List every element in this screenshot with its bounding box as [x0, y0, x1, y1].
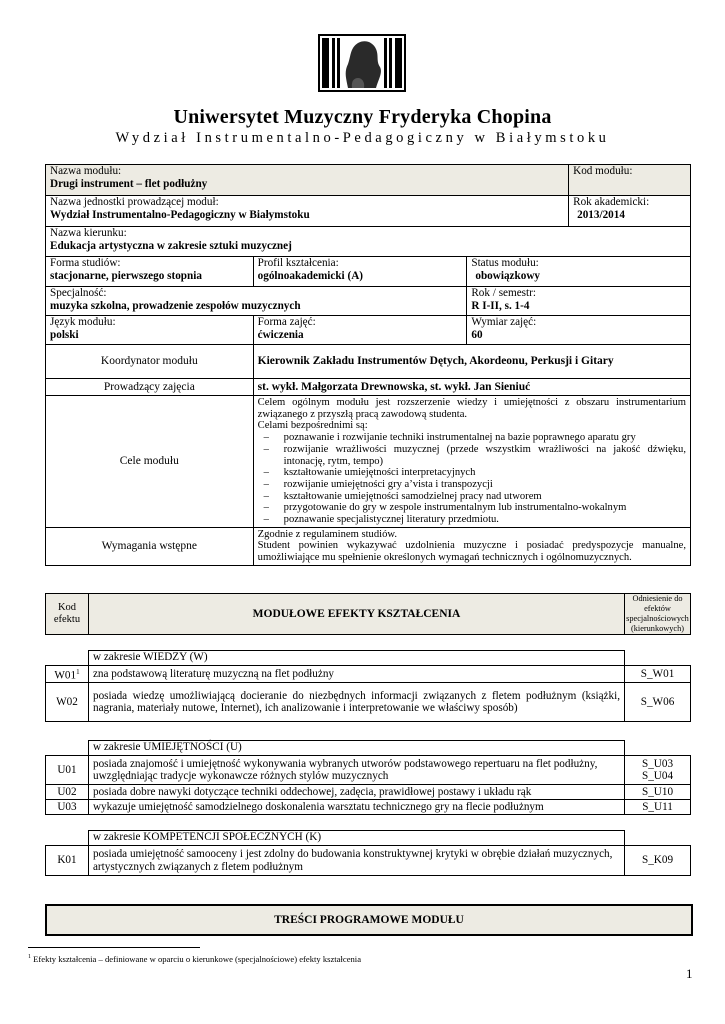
effect-ref: S_U10 [625, 785, 691, 800]
goals-direct: Celami bezpośrednimi są: [257, 420, 368, 432]
class-form-cell [253, 316, 467, 345]
unit-label: Nazwa jednostki prowadzącej moduł: [50, 196, 219, 208]
effect-code: U03 [46, 800, 89, 815]
effect-ref: S_U11 [625, 800, 691, 815]
skills-table [45, 740, 691, 815]
effect-code: U01 [46, 756, 89, 785]
hours-cell [467, 316, 691, 345]
effect-text: wykazuje umiejętność samodzielnego doskonalenia warsztatu technicznego gry na flecie podłużnym [88, 800, 624, 815]
goal-item: – poznawanie i rozwijanie techniki instrumentalnej na bazie poprawnego aparatu gry [263, 432, 636, 444]
teachers-label: Prowadzący zajęcia [46, 379, 254, 396]
direction-label: Nazwa kierunku: [50, 227, 127, 239]
direction-cell [46, 227, 691, 257]
table-row [46, 846, 691, 876]
knowledge-header: w zakresie WIEDZY (W) [88, 651, 624, 666]
university-name: Uniwersytet Muzyczny Fryderyka Chopina [173, 106, 552, 128]
requirements-cell [253, 527, 690, 565]
social-table [45, 830, 691, 876]
hours-label: Wymiar zajęć: [471, 316, 537, 328]
skills-header: w zakresie UMIEJĘTNOŚCI (U) [88, 741, 624, 756]
effects-ref-header: Odniesienie do efektów specjalnościowych (kierunkowych) [626, 594, 689, 633]
unit-value: Wydział Instrumentalno-Pedagogiczny w Białymstoku [50, 208, 310, 221]
table-row [46, 800, 691, 815]
effect-code: $W01^1$ [46, 666, 89, 683]
goal-item: – rozwijanie wrażliwości muzycznej (przede wszystkim wrażliwości na jakość dźwięku, intonację, rytm, tempo) [263, 443, 686, 467]
module-code-cell [569, 165, 691, 196]
knowledge-table [45, 650, 691, 722]
university-logo-icon [318, 34, 406, 92]
effect-code: K01 [46, 846, 89, 876]
language-cell [46, 316, 254, 345]
language-label: Język modułu: [50, 316, 116, 328]
coordinator-label: Koordynator modułu [46, 345, 254, 379]
semester-label: Rok / semestr: [471, 287, 536, 299]
goal-item: – rozwijanie umiejętności gry a’vista i transpozycji [263, 478, 493, 490]
effect-text: posiada dobre nawyki dotyczące techniki oddechowej, zadęcia, prawidłowej postawy i układu rąk [88, 785, 624, 800]
effects-header-table [45, 593, 691, 635]
effect-code: W02 [46, 683, 89, 722]
language-value: polski [50, 328, 79, 341]
requirements-line-1: Zgodnie z regulaminem studiów. [257, 528, 397, 540]
footnote: $^1$ Efekty kształcenia – definiowane w oparciu o kierunkowe (specjalnościowe) efekty kształcenia [28, 954, 362, 964]
module-name-value: Drugi instrument – flet podłużny [50, 177, 208, 190]
goal-item: – kształtowanie umiejętności interpretacyjnych [263, 467, 476, 479]
class-form-label: Forma zajęć: [257, 316, 316, 328]
social-header: w zakresie KOMPETENCJI SPOŁECZNYCH (K) [88, 831, 624, 846]
requirements-label: Wymagania wstępne [46, 527, 254, 565]
unit-cell [46, 196, 569, 227]
status-cell [467, 257, 691, 287]
year-cell [569, 196, 691, 227]
faculty-name: Wydział Instrumentalno-Pedagogiczny w Białymstoku [115, 130, 610, 146]
direction-value: Edukacja artystyczna w zakresie sztuki muzycznej [50, 239, 292, 252]
footnote-divider [28, 947, 200, 948]
requirements-line-2: Student powinien wykazywać uzdolnienia muzyczne i posiadać predyspozycje manualne, umożliwiające mu spełnienie określonych wymagań technicznych i ogólnomuzycznych. [257, 540, 686, 564]
goal-item: – kształtowanie umiejętności samodzielnej pracy nad utworem [263, 490, 542, 502]
effect-text: zna podstawową literaturę muzyczną na flet podłużny [88, 666, 624, 683]
program-content-header [45, 904, 693, 936]
goals-cell [253, 396, 690, 528]
table-row [46, 785, 691, 800]
study-form-cell [46, 257, 254, 287]
goal-item: – przygotowanie do gry w zespole instrumentalnym lub instrumentalno-wokalnym [263, 502, 627, 514]
module-name-cell [46, 165, 569, 196]
effect-code-header: Kod efektu [46, 594, 89, 635]
semester-cell [467, 287, 691, 316]
effect-code: U02 [46, 785, 89, 800]
study-form-value: stacjonarne, pierwszego stopnia [50, 269, 202, 282]
profile-value: ogólnoakademicki (A) [257, 269, 363, 282]
status-label: Status modułu: [471, 257, 539, 269]
study-form-label: Forma studiów: [50, 257, 121, 269]
semester-value: R I-II, s. 1-4 [471, 299, 530, 312]
status-value: obowiązkowy [475, 269, 540, 282]
goals-label: Cele modułu [46, 396, 254, 528]
specialty-cell [46, 287, 467, 316]
effect-text: posiada umiejętność samooceny i jest zdolny do budowania konstruktywnej krytyki w obrębie działań muzycznych, artystycznych związanych z fletem podłużnym [88, 846, 624, 876]
teachers-value: st. wykł. Małgorzata Drewnowska, st. wykł. Jan Sieniuć [253, 379, 690, 396]
effect-ref: S_W06 [625, 683, 691, 722]
module-name-label: Nazwa modułu: [50, 165, 122, 177]
table-row [46, 683, 691, 722]
module-info-table [45, 164, 691, 566]
profile-label: Profil kształcenia: [257, 257, 339, 269]
specialty-label: Specjalność: [50, 287, 107, 299]
module-code-label: Kod modułu: [573, 165, 633, 177]
effect-ref: S_K09 [625, 846, 691, 876]
year-label: Rok akademicki: [573, 196, 650, 208]
table-row [46, 666, 691, 683]
year-value: 2013/2014 [577, 208, 625, 221]
hours-value: 60 [471, 328, 483, 341]
effect-ref: S_W01 [625, 666, 691, 683]
coordinator-value: Kierownik Zakładu Instrumentów Dętych, Akordeonu, Perkusji i Gitary [253, 345, 690, 379]
class-form-value: ćwiczenia [257, 328, 304, 341]
table-row [46, 756, 691, 785]
profile-cell [253, 257, 467, 287]
goals-intro: Celem ogólnym modułu jest rozszerzenie wiedzy i umiejętności z obszaru instrumentarium związanego z przyszłą pracą zawodową studenta. [257, 397, 686, 420]
program-content-title: TREŚCI PROGRAMOWE MODUŁU [274, 914, 464, 926]
page-number: 1 [686, 966, 693, 981]
specialty-value: muzyka szkolna, prowadzenie zespołów muzycznych [50, 299, 301, 312]
effect-text: posiada znajomość i umiejętność wykonywania wybranych utworów podstawowego repertuaru na flet podłużny, uwzględniając tradycje wykonawcze różnych stylów muzycznych [88, 756, 624, 785]
effect-text: posiada wiedzę umożliwiającą docieranie do niezbędnych informacji związanych z fletem podłużnym (książki, nagrania, materiały nutowe, Internet), ich analizowanie i interpretowanie we właściwy sposób) [88, 683, 624, 722]
effects-title: MODUŁOWE EFEKTY KSZTAŁCENIA [88, 594, 624, 635]
goal-item: – poznawanie specjalistycznej literatury przedmiotu. [263, 514, 499, 526]
effect-ref: S_U03 S_U04 [625, 756, 691, 785]
